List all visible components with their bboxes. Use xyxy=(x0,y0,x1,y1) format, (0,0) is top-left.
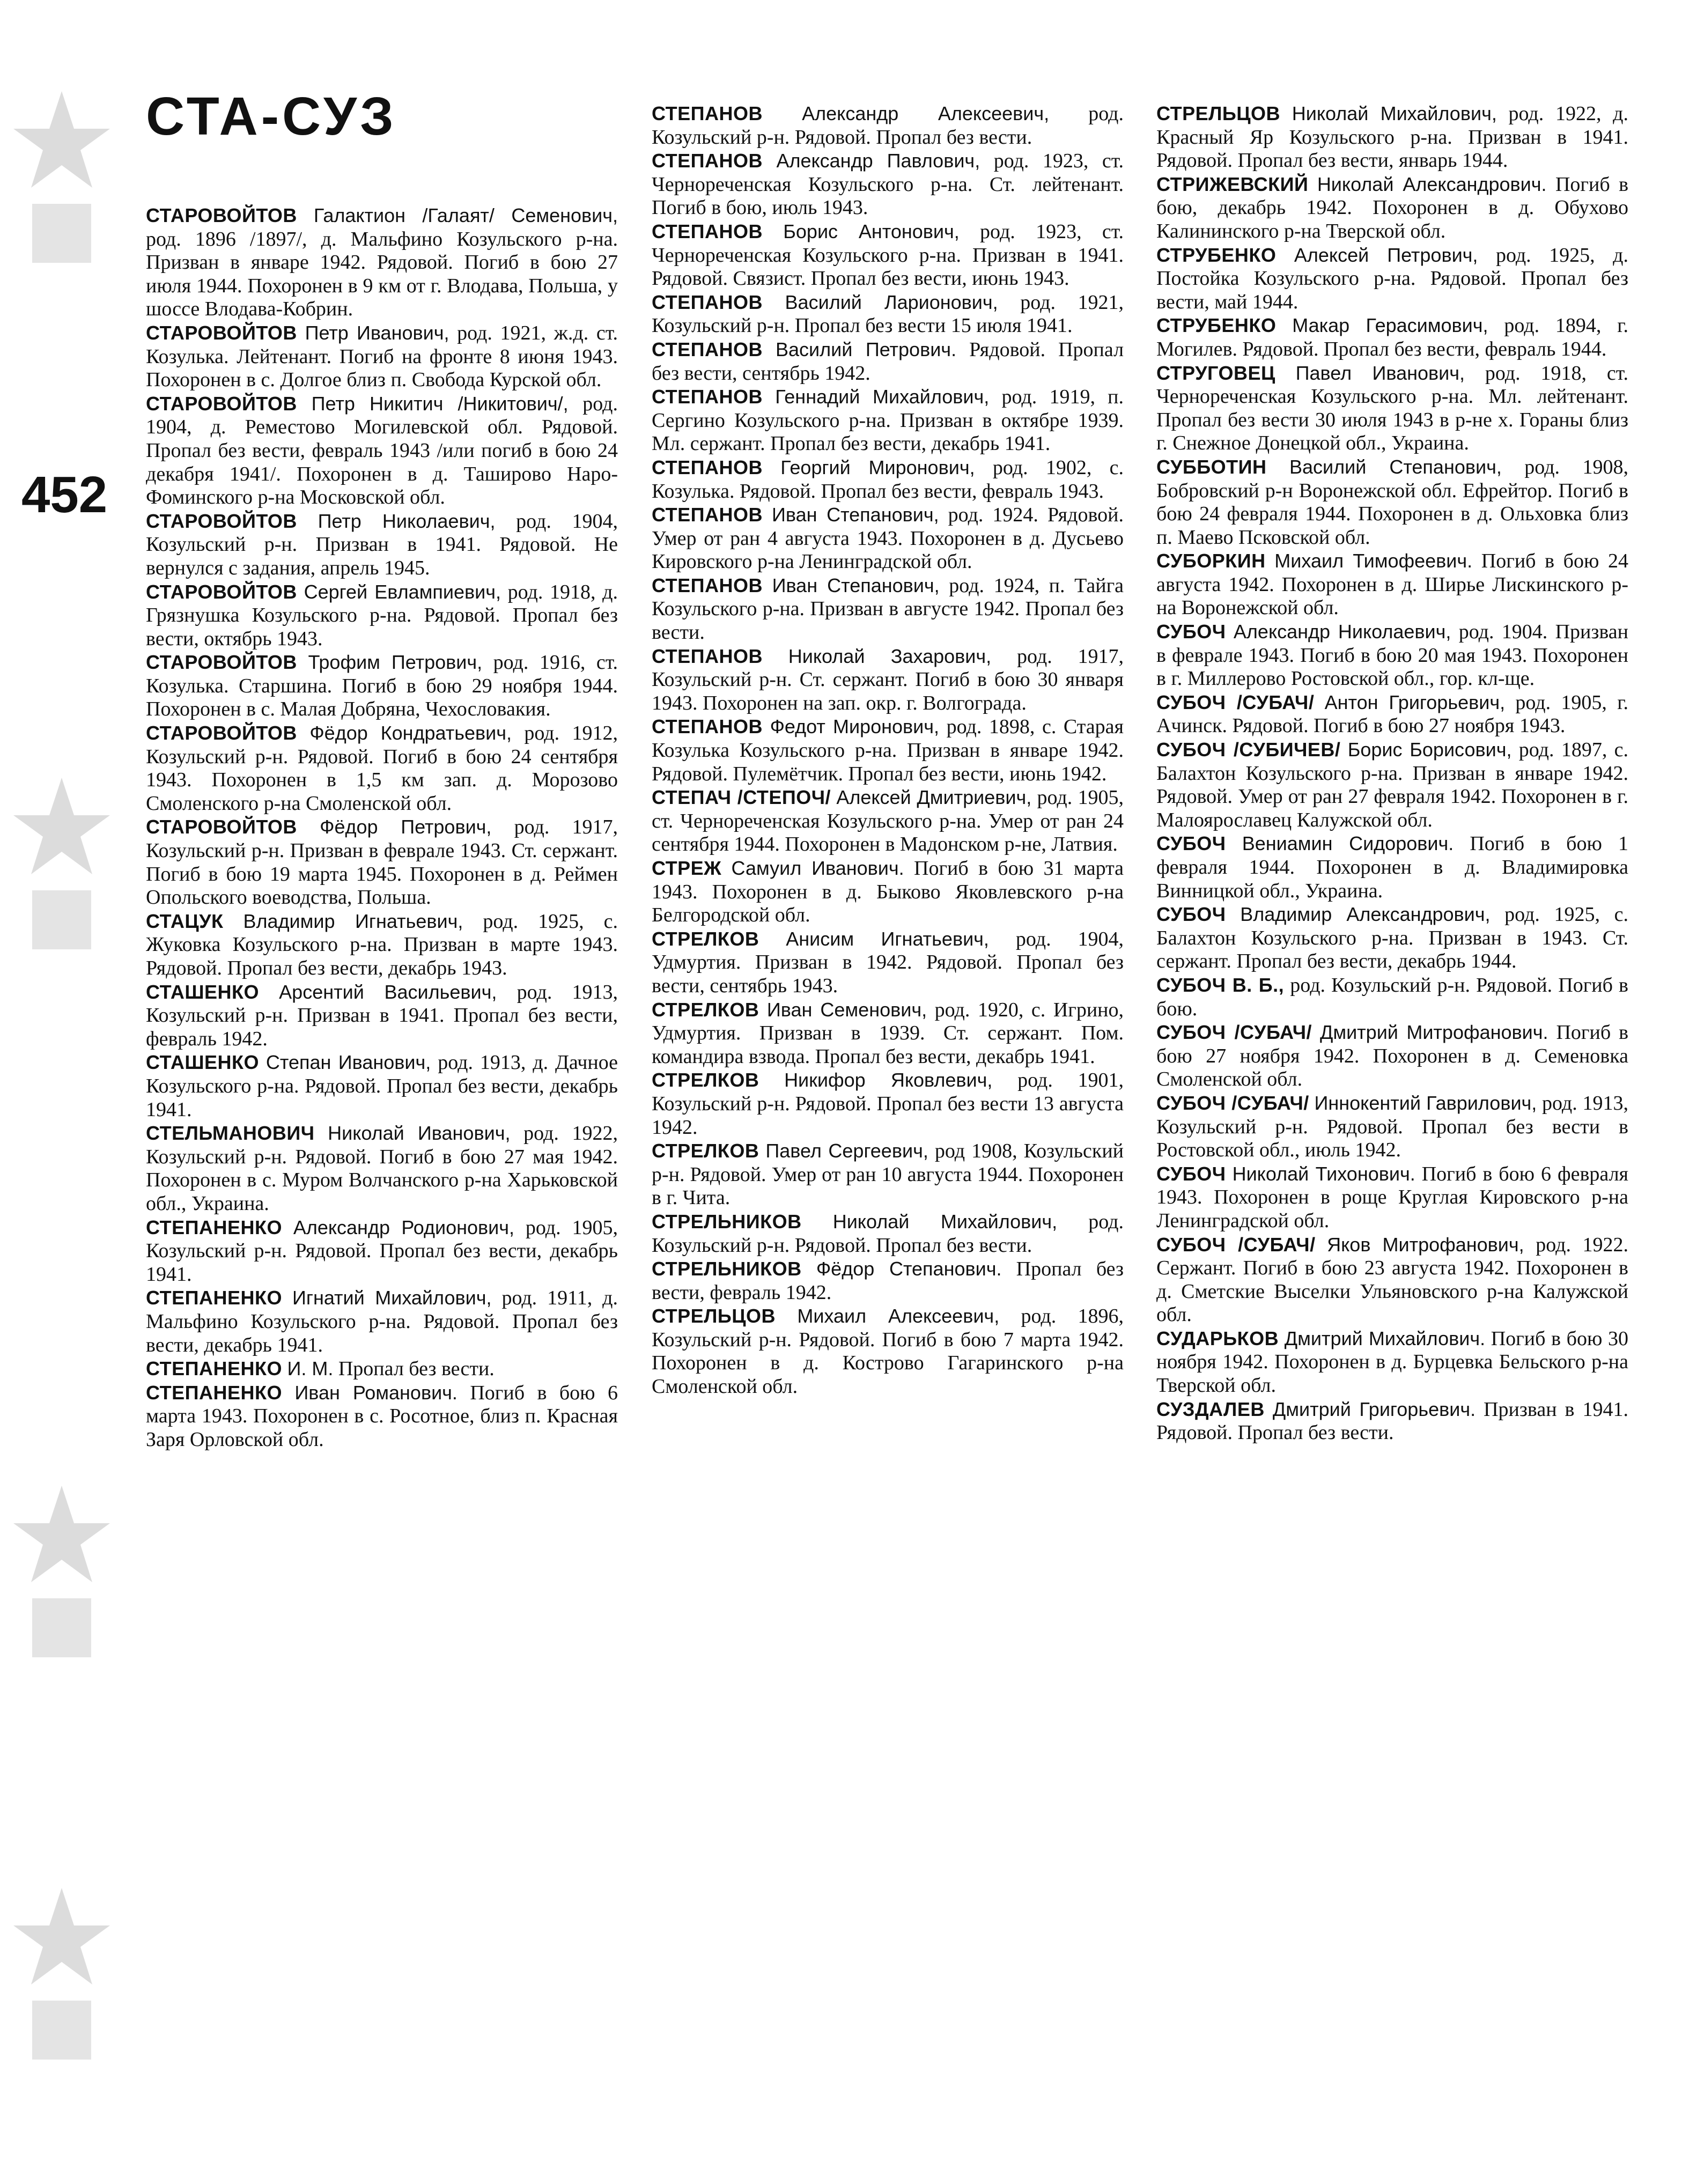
entry-surname: СУБОЧ /СУБАЧ/ xyxy=(1156,691,1315,713)
entry-text: род. 1925, д. Постойка Козульского р-на. Рядовой. Пропал без вести, май 1944. xyxy=(1156,244,1628,313)
entry-surname: СТАРОВОЙТОВ xyxy=(146,722,297,744)
entry-surname: СТЕПАНЕНКО xyxy=(146,1381,282,1404)
list-item xyxy=(1156,903,1628,973)
list-item xyxy=(146,1381,618,1452)
entry-given-name: Вениамин Сидорович. xyxy=(1242,832,1454,855)
entry-given-name: Арсентий Васильевич, xyxy=(279,980,497,1003)
entry-text: род. 1904, Удмуртия. Призван в 1942. Рядовой. Пропал без вести, сентябрь 1943. xyxy=(652,927,1124,997)
list-item xyxy=(1156,832,1628,903)
entry-given-name: Александр Родионович, xyxy=(293,1216,515,1238)
watermark-strip xyxy=(11,80,113,2145)
entry-surname: СТРЕЛКОВ xyxy=(652,927,759,950)
entry-text: род. 1905, ст. Чернореченская Козульского р-на. Умер от ран 24 сентября 1944. Похоронен в Мадонском р-не, Латвия. xyxy=(652,786,1124,856)
entry-surname: СУБОЧ xyxy=(1156,832,1226,855)
list-item xyxy=(1156,1398,1628,1445)
list-item xyxy=(1156,455,1628,549)
entry-surname: СТРИЖЕВСКИЙ xyxy=(1156,173,1309,195)
entry-surname: СТАРОВОЙТОВ xyxy=(146,816,297,838)
entry-text: род. 1905, г. Ачинск. Рядовой. Погиб в бою 27 ноября 1943. xyxy=(1156,691,1629,737)
list-item xyxy=(146,204,618,321)
entry-surname: СТАШЕНКО xyxy=(146,980,259,1003)
entry-text: род. Козульский р-н. Рядовой. Пропал без вести. xyxy=(652,102,1124,149)
list-item xyxy=(146,910,618,980)
entry-text: род. 1920, с. Игрино, Удмуртия. Призван в 1939. Ст. сержант. Пом. командира взвода. Пропал без вести, декабрь 1941. xyxy=(652,998,1124,1068)
entry-given-name: Игнатий Михайлович, xyxy=(292,1287,492,1309)
entry-text: род. 1897, с. Балахтон Козульского р-на. Призван в январе 1942. Рядовой. Умер от ран 27 февраля 1942. Похоронен в г. Малоярославец Калужской обл. xyxy=(1156,739,1628,831)
entry-surname: СТРЕЖ xyxy=(652,857,722,879)
list-item xyxy=(146,580,618,651)
entry-surname: СУББОТИН xyxy=(1156,455,1267,478)
entry-text: Погиб в бою 6 марта 1943. Похоронен в с. Росотное, близ п. Красная Заря Орловской обл. xyxy=(146,1381,618,1451)
entry-given-name: Борис Антонович, xyxy=(783,220,960,242)
entry-given-name: Дмитрий Митрофанович. xyxy=(1319,1021,1548,1044)
entry-given-name: Дмитрий Григорьевич. xyxy=(1272,1398,1476,1420)
entry-given-name: Василий Петрович. xyxy=(775,338,957,360)
entry-given-name: Михаил Алексеевич, xyxy=(797,1305,1000,1327)
entry-given-name: Николай Александрович. xyxy=(1317,173,1547,195)
entry-text: род. 1922, д. Красный Яр Козульского р-на. Призван в 1941. Рядовой. Пропал без вести, январь 1944. xyxy=(1156,102,1628,172)
entry-text: род. 1905, Козульский р-н. Рядовой. Пропал без вести, декабрь 1941. xyxy=(146,1216,618,1286)
entry-surname: СТЕПАНОВ xyxy=(652,291,763,313)
entry-text: род. 1898, с. Старая Козулька Козульского р-на. Призван в январе 1942. Рядовой. Пулемётчик. Пропал без вести, июнь 1942. xyxy=(652,715,1124,785)
entry-text: род. Козульский р-н. Рядовой. Погиб в бою. xyxy=(1156,973,1628,1020)
entry-surname: СТРЕЛКОВ xyxy=(652,998,759,1021)
entry-given-name: Николай Михайлович, xyxy=(832,1210,1058,1233)
entry-text: род. 1904. Призван в феврале 1943. Погиб в бою 20 мая 1943. Похоронен в г. Миллерово Ростовской обл., гор. кл-ще. xyxy=(1156,621,1628,690)
list-item xyxy=(1156,549,1628,620)
entry-given-name: Фёдор Степанович. xyxy=(816,1258,1002,1280)
entry-given-name: Иван Степанович, xyxy=(772,504,939,526)
entry-surname: СТРЕЛЬЦОВ xyxy=(652,1305,776,1327)
column-2 xyxy=(652,102,1124,1399)
entry-given-name: Макар Герасимович, xyxy=(1292,314,1488,337)
entry-text: род. 1925, с. Жуковка Козульского р-на. Призван в марте 1943. Рядовой. Пропал без вести, декабрь 1943. xyxy=(146,910,618,979)
entry-surname: СТРЕЛЬНИКОВ xyxy=(652,1258,802,1280)
list-item xyxy=(1156,361,1628,455)
entry-given-name: Василий Степанович, xyxy=(1289,455,1502,478)
list-item xyxy=(652,574,1124,645)
entry-surname: СТЕПАНЕНКО xyxy=(146,1287,282,1309)
entry-surname: СУБОЧ xyxy=(1156,903,1226,926)
star-icon xyxy=(11,1877,113,2070)
entry-given-name: Владимир Игнатьевич, xyxy=(243,910,463,932)
column-1 xyxy=(146,204,618,1451)
entry-text: род. 1916, ст. Козулька. Старшина. Погиб в бою 29 ноября 1944. Похоронен в с. Малая Добряна, Чехословакия. xyxy=(146,651,618,721)
entry-surname: СТРЕЛЬНИКОВ xyxy=(652,1210,802,1233)
entry-surname: СУБОЧ /СУБАЧ/ xyxy=(1156,1021,1312,1044)
list-item xyxy=(1156,1233,1628,1327)
list-item xyxy=(146,1121,618,1215)
entry-text: Погиб в бою, декабрь 1942. Похоронен в д. Обухово Калининского р-на Тверской обл. xyxy=(1156,173,1629,242)
entry-surname: СУБОЧ В. Б., xyxy=(1156,973,1285,996)
list-item xyxy=(652,456,1124,503)
entry-surname: СТАРОВОЙТОВ xyxy=(146,321,297,344)
list-item xyxy=(146,1216,618,1287)
entry-text: род. 1924. Рядовой. Умер от ран 4 августа 1943. Похоронен в д. Дусьево Кировского р-на Ленинградской обл. xyxy=(652,504,1124,573)
entry-text: род. 1923, ст. Чернореченская Козульского р-на. Ст. лейтенант. Погиб в бою, июль 1943. xyxy=(652,150,1124,219)
column-3 xyxy=(1156,102,1628,1445)
entry-surname: СТЕПАНОВ xyxy=(652,456,763,478)
entry-surname: СТРЕЛКОВ xyxy=(652,1140,759,1162)
entry-text: род. 1922, Козульский р-н. Рядовой. Погиб в бою 27 мая 1942. Похоронен в с. Муром Волчанского р-на Харьковской обл., Украина. xyxy=(146,1122,618,1215)
entry-surname: СТРУГОВЕЦ xyxy=(1156,361,1275,384)
list-item xyxy=(652,645,1124,715)
entry-given-name: Федот Миронович, xyxy=(770,715,939,738)
entry-given-name: Петр Иванович, xyxy=(305,321,449,344)
entry-surname: СУБОЧ xyxy=(1156,1162,1226,1185)
entry-given-name: Александр Николаевич, xyxy=(1233,621,1451,643)
entry-given-name: Яков Митрофанович, xyxy=(1327,1233,1524,1256)
entry-text: род. 1913, д. Дачное Козульского р-на. Рядовой. Пропал без вести, декабрь 1941. xyxy=(146,1051,618,1121)
list-item xyxy=(1156,102,1628,173)
entry-given-name: Борис Борисович, xyxy=(1347,739,1512,761)
entry-given-name: Алексей Петрович, xyxy=(1294,244,1478,266)
entry-text: род. 1921, Козульский р-н. Пропал без вести 15 июля 1941. xyxy=(652,291,1124,337)
entry-surname: СТАЦУК xyxy=(146,910,224,932)
list-item xyxy=(652,715,1124,786)
list-item xyxy=(146,815,618,909)
list-item xyxy=(146,1286,618,1357)
entry-text: Погиб в бою 30 ноября 1942. Похоронен в д. Бурцевка Бельского р-на Тверской обл. xyxy=(1156,1327,1629,1397)
entry-surname: СУЗДАЛЕВ xyxy=(1156,1398,1265,1420)
entry-text: Рядовой. Пропал без вести, сентябрь 1942. xyxy=(652,338,1124,385)
entry-given-name: Павел Сергеевич, xyxy=(765,1140,928,1162)
list-item xyxy=(652,927,1124,998)
entry-surname: СТЕПАНОВ xyxy=(652,150,763,172)
list-item xyxy=(652,998,1124,1069)
entry-text: род. 1912, Козульский р-н. Рядовой. Погиб в бою 24 сентября 1943. Похоронен в 1,5 км зап. д. Морозово Смоленского р-на Смоленской обл. xyxy=(146,722,618,815)
entry-given-name: Дмитрий Михайлович. xyxy=(1284,1327,1486,1349)
entry-given-name: И. М. xyxy=(287,1357,334,1380)
entry-text: Погиб в бою 24 августа 1942. Похоронен в д. Ширье Лискинского р-на Воронежской обл. xyxy=(1156,550,1629,619)
entry-given-name: Анисим Игнатьевич, xyxy=(786,927,989,950)
entry-text: род. 1913, Козульский р-н. Призван в 1941. Пропал без вести, февраль 1942. xyxy=(146,980,618,1050)
entry-surname: СТЕПАНЕНКО xyxy=(146,1216,282,1238)
entry-text: род. 1924, п. Тайга Козульского р-на. Призван в августе 1942. Пропал без вести. xyxy=(652,574,1124,644)
entry-given-name: Фёдор Петрович, xyxy=(320,816,492,838)
entry-surname: СТАШЕНКО xyxy=(146,1051,259,1074)
entry-given-name: Антон Григорьевич, xyxy=(1324,691,1506,713)
star-icon xyxy=(11,767,113,960)
list-item xyxy=(652,149,1124,220)
list-item xyxy=(652,102,1124,149)
entry-given-name: Иннокентий Гаврилович, xyxy=(1314,1091,1537,1114)
entry-surname: СТРУБЕНКО xyxy=(1156,314,1277,337)
entry-given-name: Николай Иванович, xyxy=(328,1122,511,1145)
entry-given-name: Самуил Иванович. xyxy=(731,857,904,879)
entry-text: Погиб в бою 6 февраля 1943. Похоронен в роще Круглая Кировского р-на Ленинградской обл. xyxy=(1156,1162,1629,1232)
entry-surname: СТЕПАНОВ xyxy=(652,645,763,667)
entry-text: род. 1918, д. Грязнушка Козульского р-на. Рядовой. Пропал без вести, октябрь 1943. xyxy=(146,580,618,650)
entry-text: род. 1925, с. Балахтон Козульского р-на. Призван в 1943. Ст. сержант. Пропал без вести, декабрь 1944. xyxy=(1156,903,1628,973)
entry-given-name: Иван Семенович, xyxy=(766,998,927,1021)
entry-given-name: Александр Алексеевич, xyxy=(802,102,1050,124)
list-item xyxy=(652,1210,1124,1257)
entry-text: Призван в 1941. Рядовой. Пропал без вести. xyxy=(1156,1398,1629,1444)
list-item xyxy=(1156,1327,1628,1398)
entry-text: Погиб в бою 31 марта 1943. Похоронен в д. Быково Яковлевского р-на Белгородской обл. xyxy=(652,857,1124,927)
list-item xyxy=(146,510,618,580)
entry-given-name: Никифор Яковлевич, xyxy=(784,1069,993,1091)
entry-surname: СУБОЧ xyxy=(1156,621,1226,643)
list-item xyxy=(1156,1162,1628,1233)
list-item xyxy=(1156,1021,1628,1091)
entry-surname: СТЕЛЬМАНОВИЧ xyxy=(146,1122,315,1145)
entry-given-name: Трофим Петрович, xyxy=(308,651,483,674)
entry-surname: СТАРОВОЙТОВ xyxy=(146,580,297,603)
entry-text: род. 1917, Козульский р-н. Ст. сержант. Погиб в бою 30 января 1943. Похоронен на зап. окр. г. Волгограда. xyxy=(652,645,1124,714)
entry-surname: СТЕПАНОВ xyxy=(652,220,763,242)
entry-given-name: Михаил Тимофеевич. xyxy=(1274,550,1473,572)
list-item xyxy=(1156,244,1628,314)
entry-surname: СУДАРЬКОВ xyxy=(1156,1327,1279,1349)
entry-text: род. 1904, Козульский р-н. Призван в 1941. Рядовой. Не вернулся с задания, апрель 1945. xyxy=(146,510,618,579)
entry-text: род. 1917, Козульский р-н. Призван в феврале 1943. Ст. сержант. Погиб в бою 19 марта 1945. Похоронен в д. Реймен Опольского воеводства, Польша. xyxy=(146,816,618,909)
entry-given-name: Николай Захарович, xyxy=(788,645,992,667)
entry-given-name: Петр Никитич /Никитович/, xyxy=(311,392,569,415)
star-icon xyxy=(11,80,113,274)
list-item xyxy=(652,291,1124,338)
entry-surname: СТАРОВОЙТОВ xyxy=(146,651,297,674)
entry-given-name: Георгий Миронович, xyxy=(780,456,975,478)
list-item xyxy=(652,1304,1124,1398)
entry-text: род 1908, Козульский р-н. Рядовой. Умер от ран 10 августа 1944. Похоронен в г. Чита. xyxy=(652,1140,1124,1209)
entry-given-name: Фёдор Кондратьевич, xyxy=(309,722,512,744)
entry-surname: СТЕПАНОВ xyxy=(652,338,763,360)
entry-surname: СУБОЧ /СУБАЧ/ xyxy=(1156,1091,1309,1114)
list-item xyxy=(652,786,1124,857)
entry-given-name: Владимир Александрович, xyxy=(1240,903,1491,926)
entry-given-name: Сергей Евлампиевич, xyxy=(304,580,501,603)
list-item xyxy=(146,1051,618,1121)
list-item xyxy=(652,1068,1124,1139)
entry-given-name: Петр Николаевич, xyxy=(318,510,496,532)
entry-text: род. 1921, ж.д. ст. Козулька. Лейтенант. Погиб на фронте 8 июня 1943. Похоронен в с. Долгое близ п. Свобода Курской обл. xyxy=(146,321,618,392)
entry-surname: СУБОЧ /СУБИЧЕВ/ xyxy=(1156,739,1341,761)
entry-text: Пропал без вести, февраль 1942. xyxy=(652,1258,1124,1304)
entry-surname: СТЕПАНОВ xyxy=(652,715,763,738)
list-item xyxy=(1156,1091,1628,1162)
entry-text: род. 1904, д. Реместово Могилевской обл. Рядовой. Пропал без вести, февраль 1943 /или погиб в бою 24 декабря 1941/. Похоронен в д. Таширово Наро-Фоминского р-на Московской обл. xyxy=(146,392,618,509)
entry-surname: СТРЕЛЬЦОВ xyxy=(1156,102,1281,124)
entry-given-name: Павел Иванович, xyxy=(1295,361,1465,384)
entry-text: род. 1922. Сержант. Погиб в бою 23 августа 1942. Похоронен в д. Сметские Выселки Ульяновского р-на Калужской обл. xyxy=(1156,1233,1628,1326)
list-item xyxy=(146,721,618,815)
list-item xyxy=(146,1357,618,1381)
list-item xyxy=(1156,738,1628,832)
entry-surname: СТРЕЛКОВ xyxy=(652,1069,759,1091)
entry-text: род. 1901, Козульский р-н. Рядовой. Пропал без вести 13 августа 1942. xyxy=(652,1069,1124,1139)
entry-given-name: Галактион /Галаят/ Семенович, xyxy=(313,204,618,226)
entry-surname: СТРУБЕНКО xyxy=(1156,244,1277,266)
list-item xyxy=(1156,173,1628,244)
list-item xyxy=(652,1257,1124,1304)
entry-text: род. 1918, ст. Чернореченская Козульского р-на. Мл. лейтенант. Пропал без вести 30 июля 1943 в р-не х. Гораны близ г. Снежное Донецкой обл., Украина. xyxy=(1156,361,1629,455)
star-icon xyxy=(11,1475,113,1668)
entry-given-name: Василий Ларионович, xyxy=(785,291,998,313)
list-item xyxy=(146,321,618,392)
entry-given-name: Иван Романович. xyxy=(294,1381,458,1404)
list-item xyxy=(652,385,1124,456)
entry-text: Погиб в бою 1 февраля 1944. Похоронен в д. Владимировка Винницкой обл., Украина. xyxy=(1156,832,1628,902)
entry-given-name: Николай Тихонович. xyxy=(1232,1162,1415,1185)
entry-surname: СТЕПАНЕНКО xyxy=(146,1357,282,1380)
entry-text: род. 1894, г. Могилев. Рядовой. Пропал без вести, февраль 1944. xyxy=(1156,314,1629,360)
entry-text: род. 1923, ст. Чернореченская Козульского р-на. Призван в 1941. Рядовой. Связист. Пропал без вести, июнь 1943. xyxy=(652,220,1124,290)
entry-text: Погиб в бою 27 ноября 1942. Похоронен в д. Семеновка Смоленской обл. xyxy=(1156,1021,1629,1091)
entry-text: род. 1908, Бобровский р-н Воронежской обл. Ефрейтор. Погиб в бою 24 февраля 1944. Похоронен в д. Ольховка близ п. Маево Псковской обл. xyxy=(1156,455,1628,549)
entry-surname: СТАРОВОЙТОВ xyxy=(146,392,297,415)
entry-given-name: Алексей Дмитриевич, xyxy=(836,786,1032,809)
page-number: 452 xyxy=(21,466,108,523)
entry-given-name: Геннадий Михайлович, xyxy=(775,386,990,408)
entry-text: Пропал без вести. xyxy=(338,1357,495,1381)
entry-surname: СУБОЧ /СУБАЧ/ xyxy=(1156,1233,1316,1256)
list-item xyxy=(146,392,618,510)
entry-surname: СТЕПАЧ /СТЕПОЧ/ xyxy=(652,786,831,809)
entry-text: род. Козульский р-н. Рядовой. Пропал без вести. xyxy=(652,1210,1124,1257)
entry-text: род. 1913, Козульский р-н. Рядовой. Пропал без вести в Ростовской обл., июль 1942. xyxy=(1156,1091,1628,1162)
list-item xyxy=(146,651,618,721)
list-item xyxy=(652,857,1124,927)
entry-given-name: Александр Павлович, xyxy=(776,150,980,172)
entry-surname: СТЕПАНОВ xyxy=(652,574,763,596)
entry-surname: СУБОРКИН xyxy=(1156,550,1266,572)
entry-surname: СТАРОВОЙТОВ xyxy=(146,204,297,226)
list-item xyxy=(652,1139,1124,1210)
list-item xyxy=(652,220,1124,291)
entry-text: род. 1902, с. Козулька. Рядовой. Пропал без вести, февраль 1943. xyxy=(652,456,1124,503)
entry-text: род. 1919, п. Сергино Козульского р-на. Призван в октябре 1939. Мл. сержант. Пропал без вести, декабрь 1941. xyxy=(652,386,1124,455)
list-item xyxy=(1156,620,1628,691)
entry-given-name: Степан Иванович, xyxy=(265,1051,431,1074)
page-heading: СТА-СУЗ xyxy=(146,86,397,146)
list-item xyxy=(1156,691,1628,738)
list-item xyxy=(146,980,618,1051)
list-item xyxy=(652,338,1124,385)
entry-surname: СТЕПАНОВ xyxy=(652,102,763,124)
entry-surname: СТЕПАНОВ xyxy=(652,386,763,408)
entry-surname: СТЕПАНОВ xyxy=(652,504,763,526)
entry-text: род. 1896, Козульский р-н. Рядовой. Погиб в бою 7 марта 1942. Похоронен в д. Кострово Гагаринского р-на Смоленской обл. xyxy=(652,1305,1124,1398)
list-item xyxy=(1156,973,1628,1021)
entry-given-name: Николай Михайлович, xyxy=(1292,102,1497,124)
entry-surname: СТАРОВОЙТОВ xyxy=(146,510,297,532)
entry-given-name: Иван Степанович, xyxy=(772,574,940,596)
list-item xyxy=(1156,314,1628,361)
list-item xyxy=(652,503,1124,574)
entry-text: род. 1911, д. Мальфино Козульского р-на. Рядовой. Пропал без вести, декабрь 1941. xyxy=(146,1287,618,1356)
entry-text: род. 1896 /1897/, д. Мальфино Козульского р-на. Призван в январе 1942. Рядовой. Погиб в бою 27 июля 1944. Похоронен в 9 км от г. Влодава, Польша, у шоссе Влодава-Кобрин. xyxy=(146,227,618,321)
